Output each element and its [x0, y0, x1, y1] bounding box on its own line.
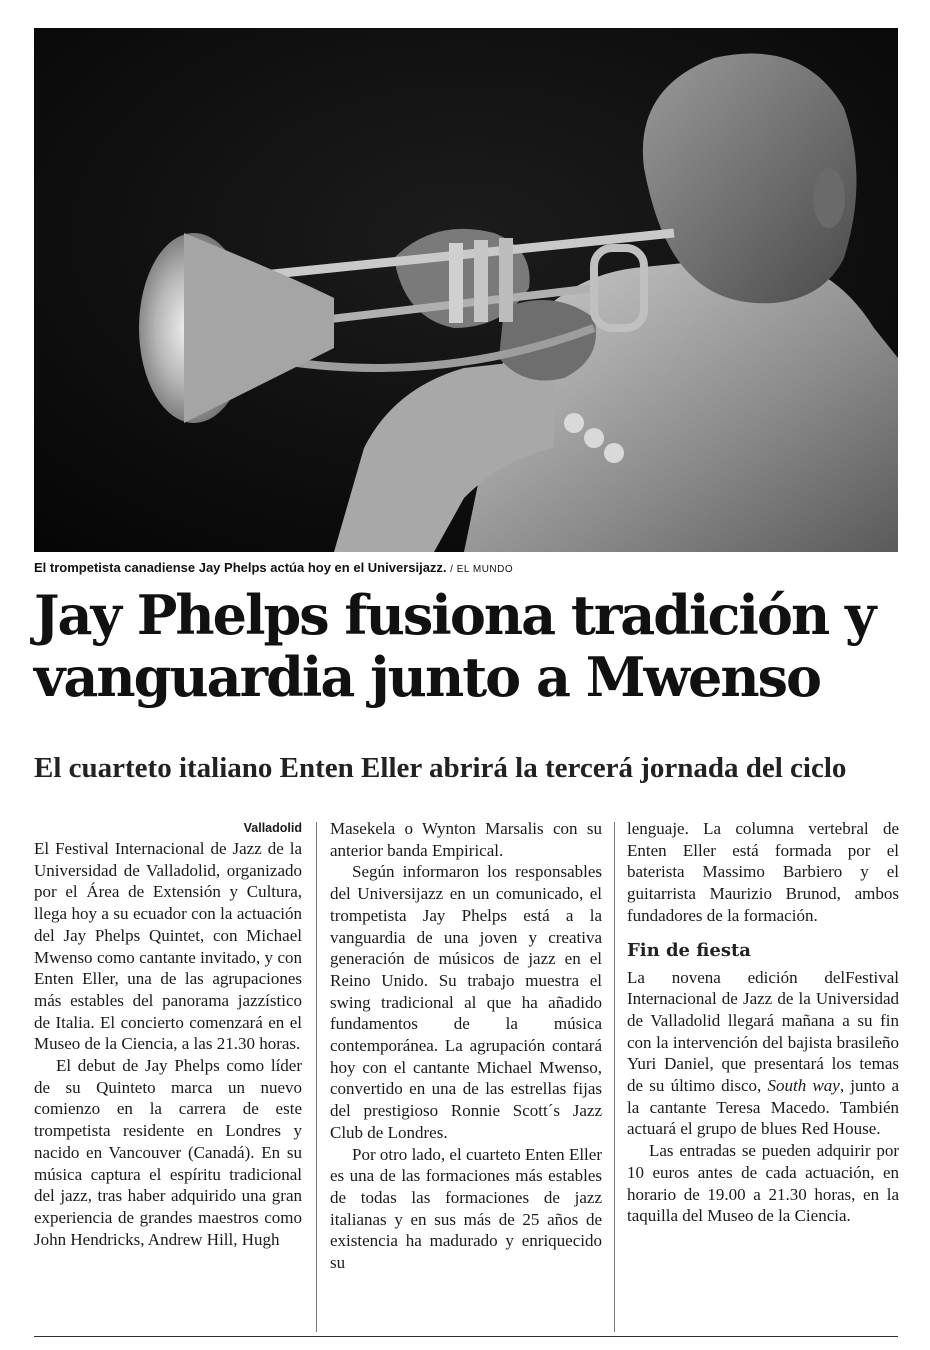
headline-line-1: Jay Phelps fusiona tradición y	[34, 583, 875, 647]
article-subheadline: El cuarteto italiano Enten Eller abrirá la tercerá jornada del ciclo	[34, 752, 847, 784]
article-headline	[34, 584, 904, 708]
trumpeter-photo	[34, 28, 898, 552]
body-paragraph: Masekela o Wynton Marsalis con su anterior banda Empirical.	[330, 819, 602, 860]
body-paragraph: Según informaron los responsables del Universijazz en un comunicado, el trompetista Jay Phelps está a la vanguardia de una joven y creativa generación de músicos de jazz en el Reino Unido. Su trabajo muestra el swing tradicional al que ha añadido fundamentos de la música contemporánea. La agrupación contará hoy con el cantante Michael Mwenso, convertido en una de las estrellas fijas del prestigioso Ronnie Scott´s Jazz Club de Londres.	[330, 862, 602, 1142]
section-subtitle: Fin de fiesta	[627, 939, 751, 961]
body-paragraph: El debut de Jay Phelps como líder de su Quinteto marca un nuevo comienzo en la carrera de este trompetista residente en Londres y nacido en Vancouver (Canadá). En su música captura el espíritu tradicional del jazz, tras haber adquirido una gran experiencia de grandes maestros como John Hendricks, Andrew Hill, Hugh	[34, 1056, 302, 1249]
paragraph-text: , junto a la cantante Teresa Macedo. También actuará el grupo de blues Red House.	[627, 1076, 899, 1139]
headline-line-2: vanguardia junto a Mwenso	[34, 645, 821, 709]
bottom-rule	[34, 1336, 898, 1337]
body-paragraph: Por otro lado, el cuarteto Enten Eller es una de las formaciones más estables de todas las formaciones de jazz italianas y en sus más de 25 años de existencia ha madurado y enriquecido su	[330, 1144, 602, 1273]
photo-credit: / EL MUNDO	[450, 564, 514, 575]
paragraph-text: La novena edición delFestival Internacional de Jazz de la Universidad de Valladolid llegará mañana a su fin con la intervención del bajista brasileño Yuri Daniel, que presentará los temas de su último disco,	[627, 967, 899, 1096]
column-divider	[316, 822, 317, 1332]
body-paragraph	[627, 967, 899, 1141]
article-column-3	[627, 818, 899, 1227]
dateline: Valladolid	[243, 821, 302, 835]
caption-text: El trompetista canadiense Jay Phelps actúa hoy en el Universijazz.	[34, 560, 447, 575]
body-paragraph: Las entradas se pueden adquirir por 10 euros antes de cada actuación, en horario de 19.00 a 21.30 horas, en la taquilla del Museo de la Ciencia.	[627, 1141, 899, 1226]
photo-caption	[34, 560, 894, 575]
column-divider	[614, 822, 615, 1332]
album-title: South way	[767, 1076, 840, 1096]
body-paragraph: El Festival Internacional de Jazz de la Universidad de Valladolid, organizado por el Área de Extensión y Cultura, llega hoy a su ecuador con la actuación del Jay Phelps Quintet, con Michael Mwenso como cantante invitado, y con Enten Eller, una de las agrupaciones más estables del panorama jazzístico de Italia. El concierto comenzará en el Museo de la Ciencia, a las 21.30 horas.	[34, 839, 302, 1054]
article-column-1	[34, 818, 302, 1250]
article-column-2	[330, 818, 602, 1274]
body-paragraph: lenguaje. La columna vertebral de Enten Eller está formada por el baterista Massimo Barbiero y el guitarrista Maurizio Brunod, ambos fundadores de la formación.	[627, 819, 899, 925]
